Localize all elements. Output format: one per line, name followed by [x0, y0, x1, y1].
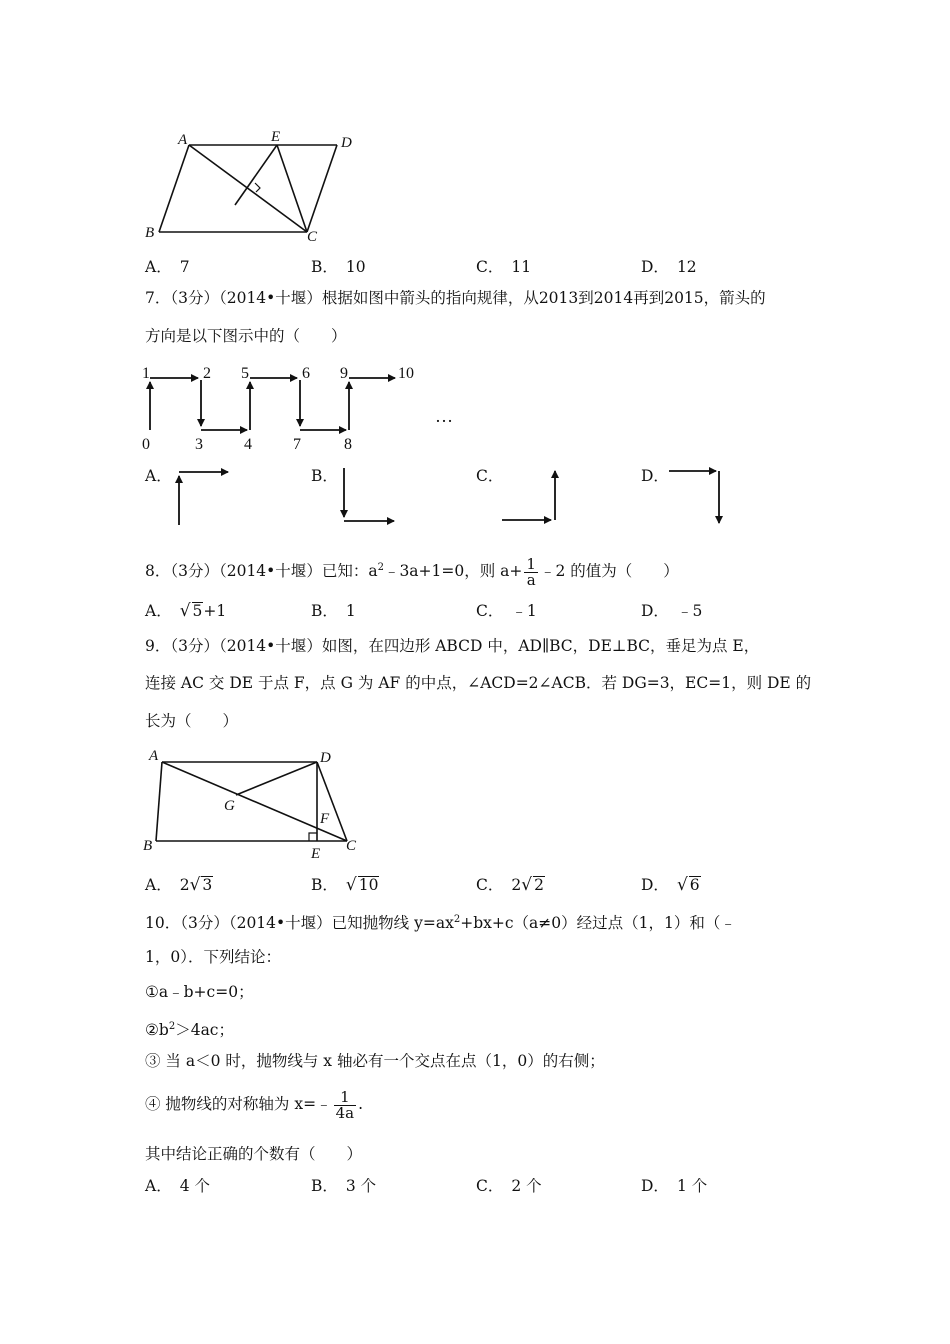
q10-question: 其中结论正确的个数有（ ） [145, 1145, 363, 1163]
q10-option-a[interactable]: A． 4 个 [145, 1177, 210, 1195]
q7-num-3: 3 [195, 436, 203, 453]
q10-stem-line2: 1，0）．下列结论： [145, 948, 281, 966]
q9-stem-line1: 9．（3分）（2014•十堰）如图，在四边形 ABCD 中，AD∥BC，DE⊥BC，垂足为点 E， [145, 637, 760, 655]
q7-num-4: 4 [244, 436, 252, 453]
q7-num-6: 6 [302, 365, 310, 382]
q9-diagonal-ac [162, 762, 347, 841]
q7-option-c[interactable]: C． [476, 467, 504, 485]
q6-label-b: B [145, 225, 155, 241]
q7-option-d[interactable]: D． [641, 467, 669, 485]
q10-conclusion-1: ①a﹣b+c=0； [145, 983, 254, 1001]
q10-stem-line1: 10．（3分）（2014•十堰）已知抛物线 $y=ax^2+bx+c(a\ne 0)$经过点（1，1）和（﹣ [145, 914, 736, 932]
q6-option-c[interactable]: C． 11 [476, 258, 532, 276]
q9-label-f: F [320, 811, 330, 827]
q6-edge-ab [159, 145, 189, 232]
q9-segment-dg [236, 762, 317, 795]
q6-label-c: C [307, 229, 318, 245]
q7-num-9: 9 [340, 365, 348, 382]
q10-option-c[interactable]: C． 2 个 [476, 1177, 542, 1195]
q6-edge-dc [307, 145, 337, 232]
q10-conclusion-3: ③ 当 a＜0 时，抛物线与 x 轴必有一个交点在点（1，0）的右侧； [145, 1052, 605, 1070]
q7-num-1: 1 [142, 365, 150, 382]
q9-stem-line3: 长为（ ） [145, 712, 239, 730]
q6-parallelogram-figure [135, 125, 365, 245]
q10-option-b[interactable]: B． 3 个 [311, 1177, 377, 1195]
q7-ellipsis: … [435, 406, 453, 426]
q6-segment-ec [277, 145, 307, 232]
q9-label-b: B [143, 838, 153, 854]
q7-num-7: 7 [293, 436, 301, 453]
q8-stem: 8．（3分）（2014•十堰）已知：$a^2﹣3a+1=0$，则 a+ $\frac{1}{a}$ ﹣2 的值为（ ） [145, 554, 679, 589]
q9-label-a: A [149, 748, 159, 764]
q8-option-c[interactable]: C． ﹣1 [476, 602, 537, 620]
q6-option-b[interactable]: B． 10 [311, 258, 366, 276]
q10-fraction: $\frac{1}{4a}$ [335, 1087, 355, 1122]
q10-conclusion-2: $②b^2>4ac$； [145, 1021, 234, 1039]
q6-label-d: D [341, 135, 352, 151]
q7-option-b[interactable]: B． [311, 467, 338, 485]
q9-option-d[interactable]: D． √ 6 [641, 875, 700, 895]
q10-conclusion-4: ④ 抛物线的对称轴为 x=﹣ $\frac{1}{4a}$ . [145, 1087, 364, 1122]
q9-label-c: C [346, 838, 357, 854]
q9-label-g: G [224, 798, 235, 814]
q9-edge-dc [317, 762, 347, 841]
q6-option-a[interactable]: A． 7 [145, 258, 190, 276]
q7-num-8: 8 [344, 436, 352, 453]
q9-label-d: D [320, 750, 331, 766]
q6-label-e: E [271, 129, 281, 145]
q7-option-a[interactable]: A． [145, 467, 172, 485]
q8-fraction: $\frac{1}{a}$ [526, 554, 536, 589]
q6-perpendicular [235, 145, 277, 205]
q6-right-angle-mark [255, 183, 260, 192]
q6-diagonal-ac [189, 145, 307, 232]
arrow-up-right-icon [170, 463, 235, 528]
arrow-right-down-icon [666, 463, 731, 528]
q9-right-angle-mark [309, 833, 317, 841]
q7-num-5: 5 [241, 365, 249, 382]
arrow-right-up-icon [500, 463, 565, 528]
arrow-down-right-icon [336, 466, 401, 528]
q7-num-2: 2 [203, 365, 211, 382]
q7-num-0: 0 [142, 436, 150, 453]
q6-label-a: A [178, 132, 188, 148]
q8-option-a[interactable]: A． √ 5+1 [145, 601, 227, 621]
q9-option-a[interactable]: A． 2√ 3 [145, 875, 213, 895]
q9-option-c[interactable]: C． 2√ 2 [476, 875, 544, 895]
q7-stem-line2: 方向是以下图示中的（ ） [145, 327, 347, 345]
q9-stem-line2: 连接 AC 交 DE 于点 F，点 G 为 AF 的中点，∠ACD=2∠ACB．若 DG=3，EC=1，则 DE 的 [145, 674, 812, 692]
q7-arrow-pattern-figure [135, 360, 475, 455]
q7-num-10: 10 [398, 365, 414, 382]
q9-option-b[interactable]: B． √ 10 [311, 875, 379, 895]
q9-label-e: E [311, 846, 321, 862]
q9-edge-ab [156, 762, 162, 841]
q10-option-d[interactable]: D． 1 个 [641, 1177, 708, 1195]
q8-option-b[interactable]: B． 1 [311, 602, 356, 620]
q6-option-d[interactable]: D． 12 [641, 258, 697, 276]
q7-stem-line1: 7．（3分）（2014•十堰）根据如图中箭头的指向规律，从2013到2014再到2015，箭头的 [145, 289, 766, 307]
q8-option-d[interactable]: D． ﹣5 [641, 602, 703, 620]
q9-trapezoid-figure [135, 742, 370, 867]
